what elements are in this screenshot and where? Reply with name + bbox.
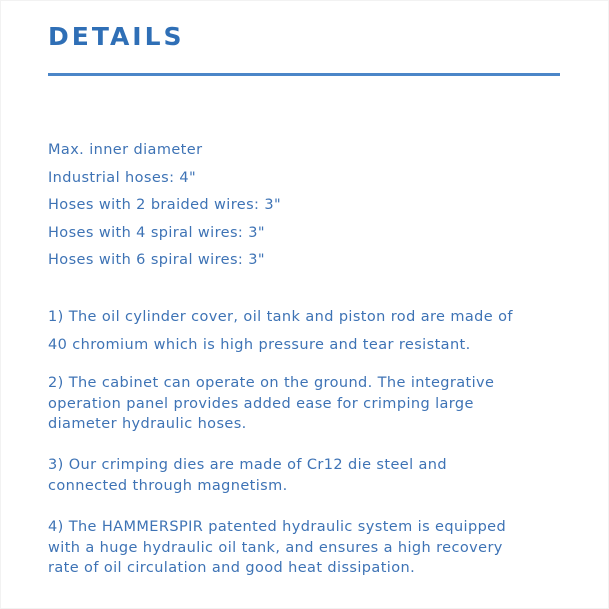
feature-paragraph-1 [48, 303, 568, 359]
spec-item: Industrial hoses: 4" [48, 169, 197, 186]
title-divider [48, 73, 560, 76]
paragraph-line: 2) The cabinet can operate on the ground. The integrative [48, 375, 495, 391]
paragraph-line: connected through magnetism. [48, 477, 288, 494]
feature-paragraph-4 [48, 517, 568, 579]
paragraph-line: operation panel provides added ease for crimping large [48, 395, 474, 412]
paragraph-line: 1) The oil cylinder cover, oil tank and piston rod are made of [48, 309, 513, 325]
feature-paragraph-3 [48, 455, 568, 496]
paragraph-line: rate of oil circulation and good heat dissipation. [48, 560, 416, 576]
feature-paragraph-2 [48, 373, 568, 435]
paragraph-line: 4) The HAMMERSPIR patented hydraulic system is equipped [48, 519, 507, 535]
paragraph-line: 40 chromium which is high pressure and tear resistant. [48, 337, 471, 353]
spec-heading: Max. inner diameter [48, 142, 203, 158]
paragraph-line: diameter hydraulic hoses. [48, 416, 247, 432]
spec-item: Hoses with 4 spiral wires: 3" [48, 224, 265, 241]
page-title: DETAILS [48, 22, 185, 51]
spec-item: Hoses with 2 braided wires: 3" [48, 197, 282, 213]
spec-list [48, 139, 281, 277]
paragraph-line: 3) Our crimping dies are made of Cr12 die steel and [48, 457, 447, 473]
paragraph-line: with a huge hydraulic oil tank, and ensures a high recovery [48, 539, 503, 556]
spec-item: Hoses with 6 spiral wires: 3" [48, 252, 265, 268]
